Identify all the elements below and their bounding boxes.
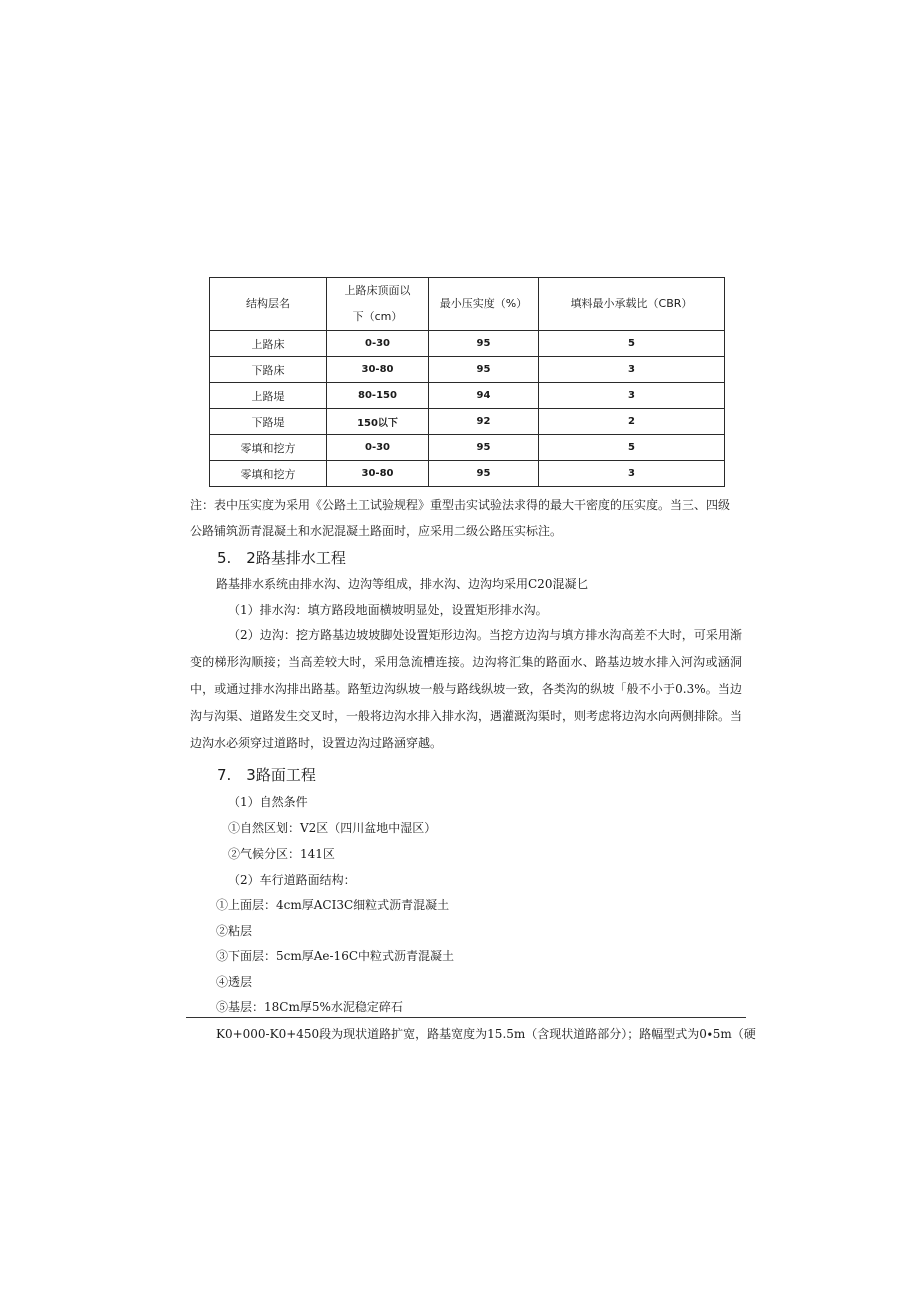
cell-cbr: 2: [539, 409, 725, 435]
compaction-spec-table: [209, 277, 725, 487]
cell-layer-name: 上路堤: [210, 383, 327, 409]
table-row: [210, 435, 725, 461]
cell-cbr: 3: [539, 357, 725, 383]
header-depth-line1: 上路床顶面以: [344, 284, 411, 297]
cell-cbr: 5: [539, 331, 725, 357]
pavement-line: ②气候分区：141区: [228, 847, 335, 861]
header-layer-name: 结构层名: [210, 278, 327, 331]
pavement-line: ⑤基层：18Cm厚5%水泥稳定碎石: [216, 1000, 403, 1014]
cell-layer-name: 上路床: [210, 331, 327, 357]
header-min-compaction: 最小压实度（%）: [429, 278, 539, 331]
pavement-line: （1）自然条件: [228, 795, 308, 809]
header-min-cbr: 填料最小承载比（CBR）: [539, 278, 725, 331]
table-row: [210, 331, 725, 357]
drainage-item-side-ditch: （2）边沟：挖方路基边坡坡脚处设置矩形边沟。当挖方边沟与填方排水沟高差不大时，可采用渐变的梯形沟顺接；当高差较大时，采用急流槽连接。边沟将汇集的路面水、路基边坡水排入河沟或涵洞中，或通过排水沟排出路基。路堑边沟纵坡一般与路线纵坡一致，各类沟的纵坡「般不小于0.3%。当边沟与沟渠、道路发生交叉时，一般将边沟水排入排水沟，遇灌溉沟渠时，则考虑将边沟水向两侧排除。当边沟水必须穿过道路时，设置边沟过路涵穿越。: [190, 628, 743, 750]
table-note: 注：表中压实度为采用《公路土工试验规程》重型击实试验法求得的最大干密度的压实度。当三、四级公路铺筑沥青混凝土和水泥混凝土路面时，应采用二级公路压实标注。: [190, 498, 731, 538]
table-row: [210, 357, 725, 383]
section-drainage-heading: 5. 2路基排水工程: [217, 549, 346, 567]
pavement-line: （2）车行道路面结构：: [228, 873, 356, 887]
pavement-line: ④透层: [216, 975, 253, 989]
cell-compaction: 95: [429, 331, 539, 357]
header-depth-line2: 下（cm）: [352, 310, 403, 323]
cell-layer-name: 下路床: [210, 357, 327, 383]
cell-depth: 30-80: [327, 357, 429, 383]
pavement-line: ①上面层：4cm厚ACI3C细粒式沥青混凝土: [216, 898, 450, 912]
table-row: [210, 409, 725, 435]
drainage-intro: 路基排水系统由排水沟、边沟等组成，排水沟、边沟均采用C20混凝匕: [216, 577, 589, 591]
table-row: [210, 461, 725, 487]
cell-depth: 0-30: [327, 435, 429, 461]
pavement-line: ③下面层：5cm厚Ae-16C中粒式沥青混凝土: [216, 949, 455, 963]
cell-depth: 150以下: [327, 409, 429, 435]
table-row: [210, 383, 725, 409]
cell-depth: 80-150: [327, 383, 429, 409]
cell-cbr: 3: [539, 461, 725, 487]
cell-layer-name: 零填和挖方: [210, 461, 327, 487]
horizontal-rule: [186, 1017, 746, 1018]
cell-compaction: 92: [429, 409, 539, 435]
cell-cbr: 5: [539, 435, 725, 461]
cell-cbr: 3: [539, 383, 725, 409]
footer-line: K0+000-K0+450段为现状道路扩宽，路基宽度为15.5m（含现状道路部分）；路幅型式为0∙5m（硬: [216, 1027, 756, 1041]
table-header-row: [210, 278, 725, 331]
cell-depth: 30-80: [327, 461, 429, 487]
cell-compaction: 95: [429, 357, 539, 383]
cell-layer-name: 下路堤: [210, 409, 327, 435]
section-pavement-heading: 7. 3路面工程: [217, 766, 316, 784]
cell-compaction: 94: [429, 383, 539, 409]
cell-compaction: 95: [429, 461, 539, 487]
cell-compaction: 95: [429, 435, 539, 461]
pavement-line: ①自然区划：V2区（四川盆地中湿区）: [228, 821, 437, 835]
drainage-item-ditch: （1）排水沟：填方路段地面横坡明显处，设置矩形排水沟。: [228, 603, 548, 617]
cell-depth: 0-30: [327, 331, 429, 357]
pavement-line: ②粘层: [216, 924, 253, 938]
cell-layer-name: 零填和挖方: [210, 435, 327, 461]
header-depth: [327, 278, 429, 331]
